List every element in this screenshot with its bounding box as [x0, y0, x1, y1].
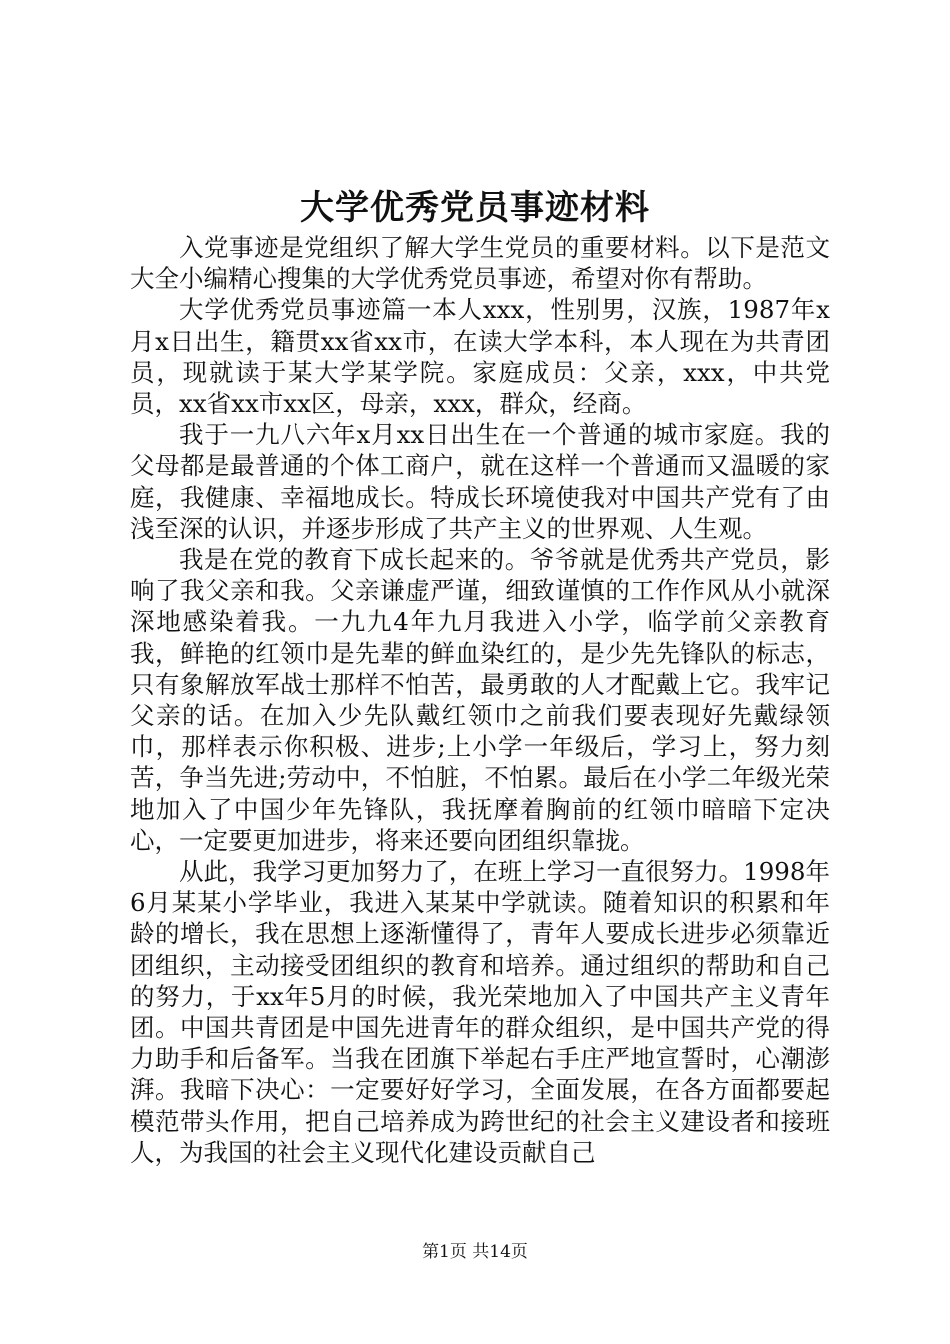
paragraph: 从此，我学习更加努力了，在班上学习一直很努力。1998年6月某某小学毕业，我进入某某中学就读。随着知识的积累和年龄的增长，我在思想上逐渐懂得了，青年人要成长进步必须靠近团组织，主动接受团组织的教育和培养。通过组织的帮助和自己的努力，于xx年5月的时候，我光荣地加入了中国共产主义青年团。中国共青团是中国先进青年的群众组织，是中国共产党的得力助手和后备军。当我在团旗下举起右手庄严地宣誓时，心潮澎湃。我暗下决心：一定要好好学习，全面发展，在各方面都要起模范带头作用，把自己培养成为跨世纪的社会主义建设者和接班人，为我国的社会主义现代化建设贡献自己 — [130, 857, 830, 1167]
page-footer: 第1页 共14页 — [422, 1242, 528, 1262]
paragraph: 我于一九八六年x月xx日出生在一个普通的城市家庭。我的父母都是最普通的个体工商户，就在这样一个普通而又温暖的家庭，我健康、幸福地成长。特成长环境使我对中国共产党有了由浅至深的认识，并逐步形成了共产主义的世界观、人生观。 — [130, 420, 830, 543]
document-title: 大学优秀党员事迹材料 — [300, 188, 650, 228]
paragraph: 我是在党的教育下成长起来的。爷爷就是优秀共产党员，影响了我父亲和我。父亲谦虚严谨，细致谨慎的工作作风从小就深深地感染着我。一九九4年九月我进入小学，临学前父亲教育我，鲜艳的红领巾是先辈的鲜血染红的，是少先先锋队的标志，只有象解放军战士那样不怕苦，最勇敢的人才配戴上它。我牢记父亲的话。在加入少先队戴红领巾之前我们要表现好先戴绿领巾，那样表示你积极、进步;上小学一年级后，学习上，努力刻苦，争当先进;劳动中，不怕脏，不怕累。最后在小学二年级光荣地加入了中国少年先锋队，我抚摩着胸前的红领巾暗暗下定决心，一定要更加进步，将来还要向团组织靠拢。 — [130, 545, 830, 855]
paragraph: 入党事迹是党组织了解大学生党员的重要材料。以下是范文大全小编精心搜集的大学优秀党员事迹，希望对你有帮助。 — [130, 233, 830, 294]
paragraph: 大学优秀党员事迹篇一本人xxx，性别男，汉族，1987年x月x日出生，籍贯xx省xx市，在读大学本科，本人现在为共青团员，现就读于某大学某学院。家庭成员：父亲，xxx，中共党员，xx省xx市xx区，母亲，xxx，群众，经商。 — [130, 295, 830, 419]
document-body — [130, 232, 830, 1168]
